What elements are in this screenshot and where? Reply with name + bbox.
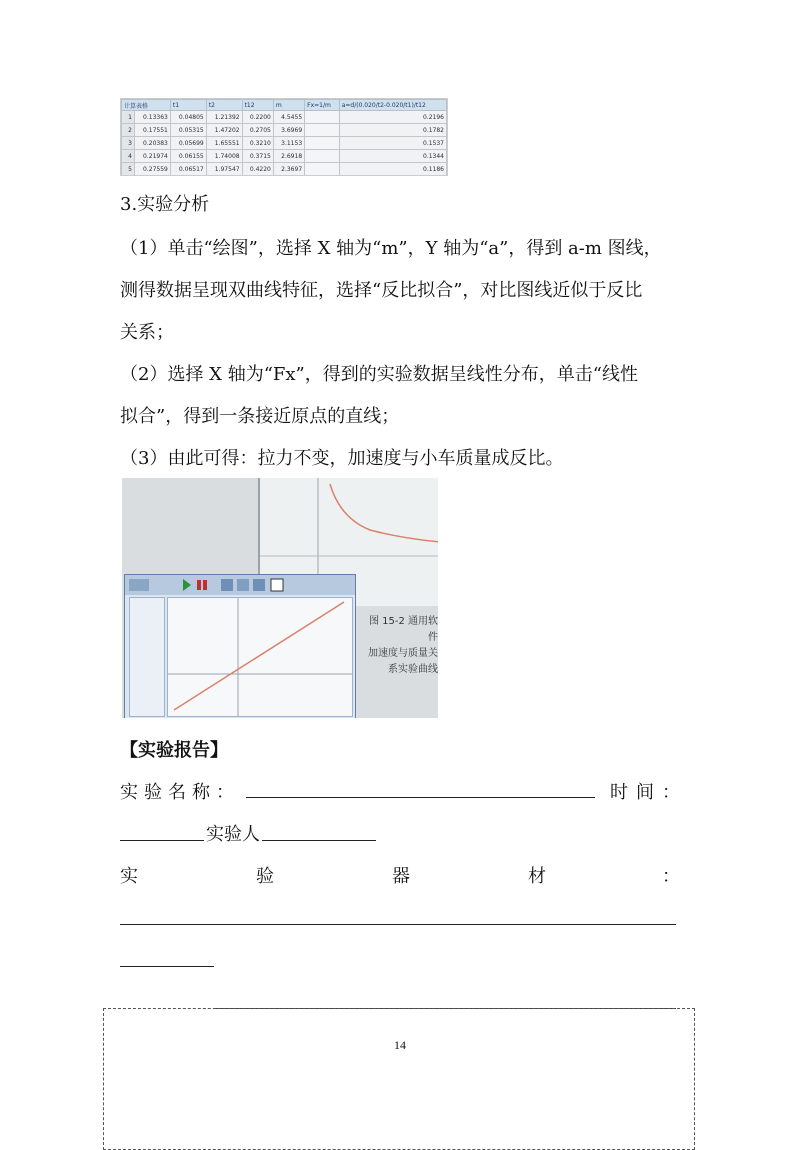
table-cell: 0.17551	[135, 124, 171, 137]
table-cell	[305, 124, 340, 137]
table-row	[122, 124, 447, 137]
table-cell: 0.2200	[242, 111, 273, 124]
equipment-char: 器	[392, 866, 410, 887]
equipment-blank[interactable]	[120, 924, 676, 925]
table-cell: 0.06517	[170, 163, 206, 176]
linear-fit-line	[174, 602, 344, 710]
table-cell: 1.21392	[206, 111, 242, 124]
table-cell: 2	[122, 124, 135, 137]
paragraph-line: 关系；	[120, 322, 174, 343]
toolbar-icon[interactable]	[253, 579, 265, 591]
table-cell: 3.1153	[273, 137, 304, 150]
control-panel	[129, 597, 165, 717]
table-header: a=d/(0.020/t2-0.020/t1)/t12	[339, 100, 446, 111]
table-header: Fx=1/m	[305, 100, 340, 111]
paragraph-line: 拟合”，得到一条接近原点的直线；	[120, 406, 400, 427]
figure-caption	[360, 614, 438, 678]
person-label: 实验人	[206, 824, 260, 845]
table-cell: 0.20383	[135, 137, 171, 150]
table-row	[122, 150, 447, 163]
caption-line: 系实验曲线	[388, 664, 438, 675]
table-cell: 3	[122, 137, 135, 150]
table-header: 计算表格	[122, 100, 171, 111]
paragraph-line: （1）单击“绘图”，选择 X 轴为“m”，Y 轴为“a”，得到 a-m 图线，	[120, 238, 662, 259]
table-cell: 3.6969	[273, 124, 304, 137]
equipment-char: 材	[528, 866, 546, 887]
table-cell: 0.1344	[339, 150, 446, 163]
table-cell	[305, 163, 340, 176]
software-toolbar	[125, 575, 355, 595]
software-curve-photo	[122, 478, 438, 718]
table-cell: 0.27559	[135, 163, 171, 176]
toolbar-icon[interactable]	[237, 579, 249, 591]
toolbar-icon[interactable]	[129, 579, 149, 591]
table-header-row	[122, 100, 447, 111]
table-header: t12	[242, 100, 273, 111]
equipment-char: 验	[256, 866, 274, 887]
page-number: 14	[394, 1038, 406, 1052]
table-cell: 1.97547	[206, 163, 242, 176]
table-cell: 1	[122, 111, 135, 124]
table-cell: 0.21974	[135, 150, 171, 163]
paragraph-line: （2）选择 X 轴为“Fx”，得到的实验数据呈线性分布，单击“线性	[120, 364, 638, 385]
table-cell: 0.1186	[339, 163, 446, 176]
paragraph-line: 测得数据呈现双曲线特征，选择“反比拟合”，对比图线近似于反比	[120, 280, 643, 301]
pause-icon[interactable]	[197, 580, 201, 590]
paragraph-line: （3）由此可得：拉力不变，加速度与小车质量成反比。	[120, 448, 564, 469]
table-cell: 0.3210	[242, 137, 273, 150]
table-cell: 5	[122, 163, 135, 176]
section-title: 3.实验分析	[120, 194, 210, 215]
table-row	[122, 163, 447, 176]
table-row	[122, 111, 447, 124]
table-cell: 2.6918	[273, 150, 304, 163]
inverse-curve	[330, 484, 438, 542]
toolbar-icon[interactable]	[271, 579, 283, 591]
report-box	[103, 1008, 695, 1150]
table-header: m	[273, 100, 304, 111]
table-cell: 0.05699	[170, 137, 206, 150]
table-cell: 0.3715	[242, 150, 273, 163]
data-table-photo	[120, 98, 448, 176]
table-cell: 0.05315	[170, 124, 206, 137]
name-label: 实验名称：	[120, 782, 240, 803]
table-cell: 0.2705	[242, 124, 273, 137]
linear-fit-window	[124, 574, 356, 718]
pause-icon[interactable]	[203, 580, 207, 590]
equipment-blank-continued[interactable]	[120, 966, 214, 967]
name-blank[interactable]	[246, 797, 595, 798]
table-cell: 0.1782	[339, 124, 446, 137]
data-table	[121, 99, 447, 176]
table-cell	[305, 111, 340, 124]
table-cell: 0.2196	[339, 111, 446, 124]
table-cell: 2.3697	[273, 163, 304, 176]
table-cell: 4.5455	[273, 111, 304, 124]
table-cell: 0.1537	[339, 137, 446, 150]
table-cell: 1.47202	[206, 124, 242, 137]
linear-fit-plot	[167, 597, 353, 717]
table-cell: 0.13363	[135, 111, 171, 124]
caption-line: 加速度与质量关	[368, 648, 438, 659]
person-blank[interactable]	[262, 840, 376, 841]
caption-line: 图 15-2 通用软件	[368, 616, 438, 643]
table-cell: 4	[122, 150, 135, 163]
report-title: 【实验报告】	[120, 740, 228, 761]
table-header: t2	[206, 100, 242, 111]
table-header: t1	[170, 100, 206, 111]
equipment-char: 实	[120, 866, 138, 887]
table-cell: 0.04805	[170, 111, 206, 124]
table-row	[122, 137, 447, 150]
table-cell	[305, 137, 340, 150]
table-cell: 1.65551	[206, 137, 242, 150]
table-cell: 1.74008	[206, 150, 242, 163]
play-icon[interactable]	[183, 579, 191, 591]
equipment-colon: ：	[662, 866, 680, 887]
time-label: 时间：	[610, 782, 688, 803]
table-cell	[305, 150, 340, 163]
table-cell: 0.06155	[170, 150, 206, 163]
table-cell: 0.4220	[242, 163, 273, 176]
time-blank[interactable]	[120, 840, 204, 841]
toolbar-icon[interactable]	[221, 579, 233, 591]
